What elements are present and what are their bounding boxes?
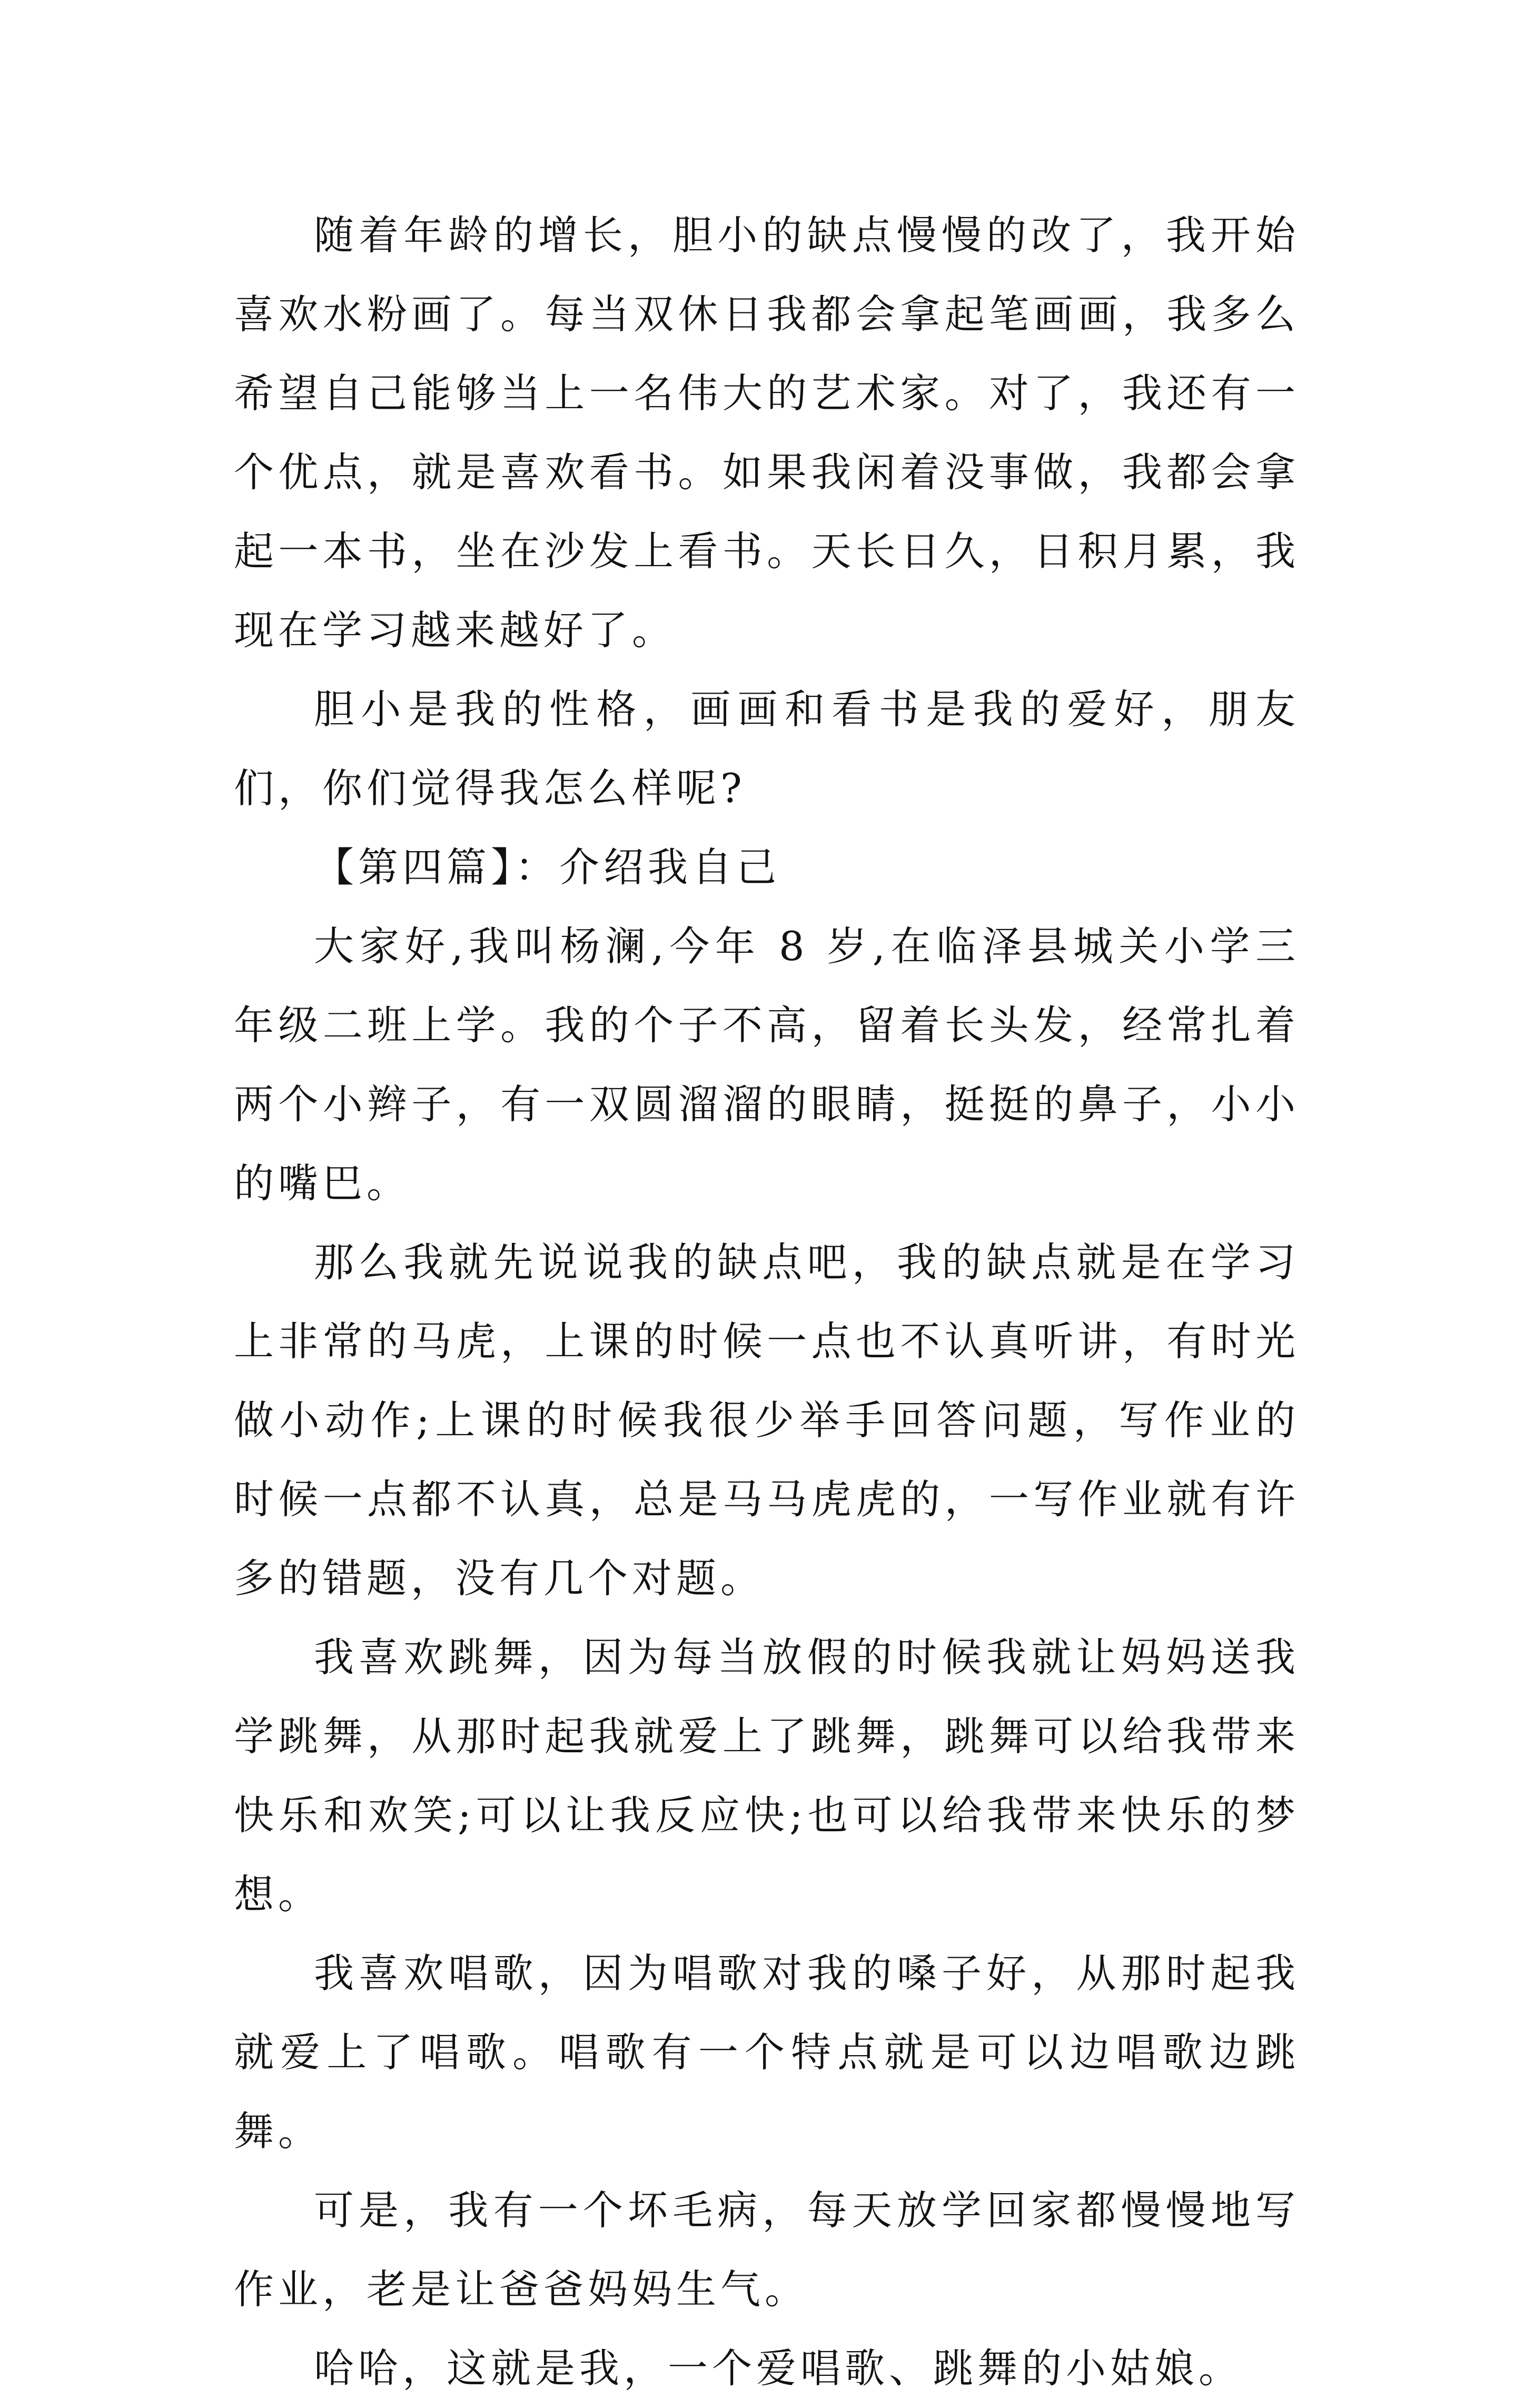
paragraph-singing: 我喜欢唱歌，因为唱歌对我的嗓子好，从那时起我就爱上了唱歌。唱歌有一个特点就是可以边唱歌边跳舞。 — [234, 1950, 1300, 2155]
paragraph-conclusion: 哈哈，这就是我，一个爱唱歌、跳舞的小姑娘。 — [314, 2345, 1243, 2392]
document-body — [234, 196, 1300, 2408]
paragraph-dancing: 我喜欢跳舞，因为每当放假的时候我就让妈妈送我学跳舞，从那时起我就爱上了跳舞，跳舞可以给我带来快乐和欢笑;可以让我反应快;也可以给我带来快乐的梦想。 — [234, 1634, 1300, 1918]
section-heading: 【第四篇】：介绍我自己 — [314, 844, 780, 891]
paragraph-introduction: 大家好,我叫杨澜,今年 8 岁,在临泽县城关小学三年级二班上学。我的个子不高，留着长头发，经常扎着两个小辫子，有一双圆溜溜的眼睛，挺挺的鼻子，小小的嘴巴。 — [234, 923, 1300, 1207]
paragraph-personality: 胆小是我的性格，画画和看书是我的爱好，朋友们，你们觉得我怎么样呢? — [234, 686, 1300, 812]
paragraph-hobbies: 随着年龄的增长，胆小的缺点慢慢的改了，我开始喜欢水粉画了。每当双休日我都会拿起笔画画，我多么希望自己能够当上一名伟大的艺术家。对了，我还有一个优点，就是喜欢看书。如果我闲着没事做，我都会拿起一本书，坐在沙发上看书。天长日久，日积月累，我现在学习越来越好了。 — [234, 212, 1300, 654]
paragraph-bad-habit: 可是，我有一个坏毛病，每天放学回家都慢慢地写作业，老是让爸爸妈妈生气。 — [234, 2187, 1300, 2313]
paragraph-shortcomings: 那么我就先说说我的缺点吧，我的缺点就是在学习上非常的马虎，上课的时候一点也不认真听讲，有时光做小动作;上课的时候我很少举手回答问题，写作业的时候一点都不认真，总是马马虎虎的，一写作业就有许多的错题，没有几个对题。 — [234, 1239, 1300, 1602]
